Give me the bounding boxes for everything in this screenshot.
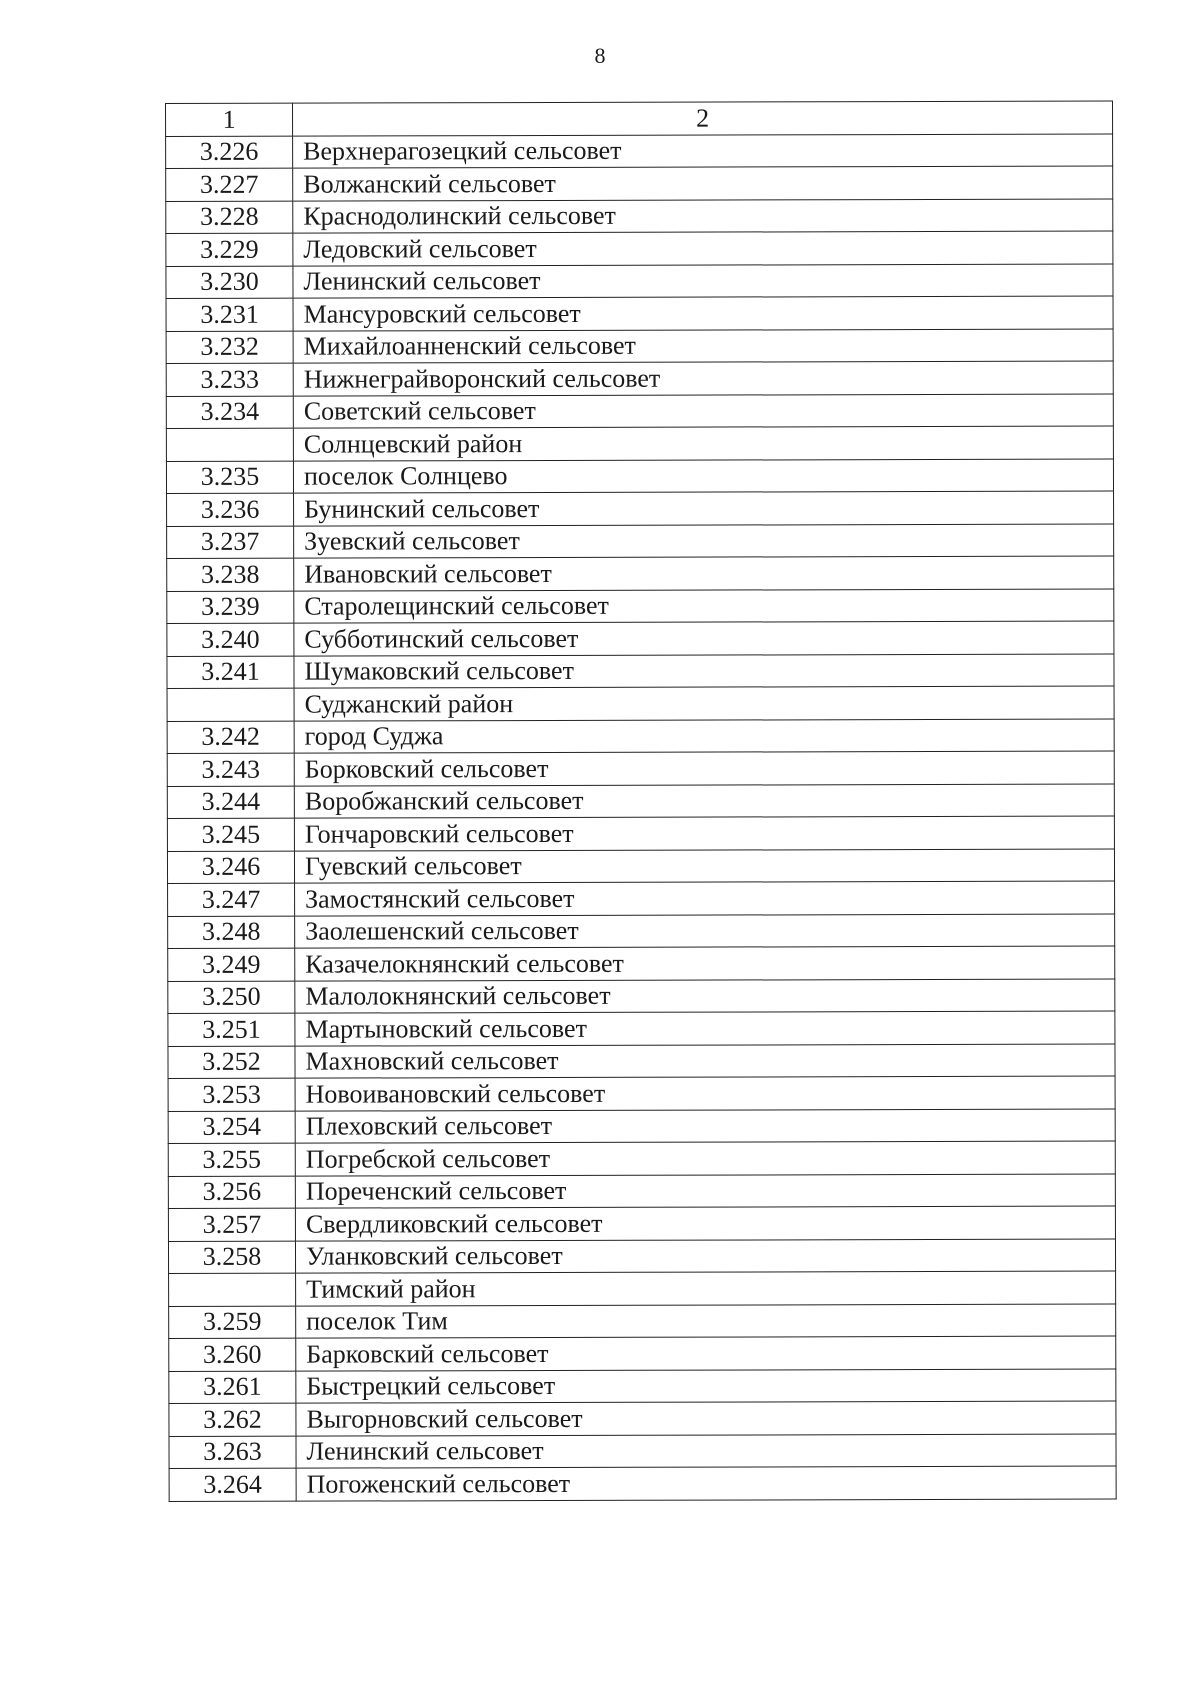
- row-number-cell: 3.264: [169, 1468, 296, 1501]
- row-number-cell: 3.251: [168, 1013, 295, 1046]
- municipality-name-cell: Замостянский сельсовет: [295, 881, 1115, 916]
- row-number-cell: 3.259: [169, 1306, 296, 1339]
- table-row: [166, 134, 1113, 169]
- table-row: [169, 1466, 1116, 1501]
- district-name-cell: Солнцевский район: [293, 426, 1113, 461]
- municipality-name-cell: Новоивановский сельсовет: [295, 1076, 1115, 1111]
- table-row: [168, 1011, 1115, 1046]
- table-row: [168, 1239, 1115, 1274]
- table-row: [169, 1434, 1116, 1469]
- table-header-row: [166, 101, 1113, 136]
- row-number-cell: 3.236: [167, 493, 294, 526]
- municipality-name-cell: Барковский сельсовет: [296, 1336, 1116, 1371]
- municipality-name-cell: Свердликовский сельсовет: [295, 1206, 1115, 1241]
- table-row: [166, 199, 1113, 234]
- row-number-cell: 3.262: [169, 1403, 296, 1436]
- table-row: [169, 1369, 1116, 1404]
- row-number-cell: 3.245: [167, 818, 294, 851]
- municipality-name-cell: Старолещинский сельсовет: [294, 589, 1114, 624]
- row-number-cell: 3.261: [169, 1371, 296, 1404]
- district-heading-row: [169, 1271, 1116, 1306]
- table-row: [166, 329, 1113, 364]
- municipality-name-cell: Волжанский сельсовет: [293, 166, 1113, 201]
- municipality-name-cell: Мансуровский сельсовет: [293, 296, 1113, 331]
- table-row: [168, 914, 1115, 949]
- row-number-cell: 3.249: [168, 948, 295, 981]
- table-row: [167, 556, 1114, 591]
- page-number: 8: [594, 43, 606, 68]
- table-row: [168, 1174, 1115, 1209]
- district-heading-row: [166, 426, 1113, 461]
- municipality-name-cell: Заолешенский сельсовет: [295, 914, 1115, 949]
- table-row: [168, 1044, 1115, 1079]
- table-row: [166, 166, 1113, 201]
- municipality-name-cell: Борковский сельсовет: [294, 751, 1114, 786]
- table-body: [166, 101, 1117, 1501]
- municipality-name-cell: Верхнерагозецкий сельсовет: [293, 134, 1113, 169]
- municipality-name-cell: Гончаровский сельсовет: [294, 816, 1114, 851]
- table-row: [168, 881, 1115, 916]
- table-row: [167, 849, 1114, 884]
- municipality-name-cell: Шумаковский сельсовет: [294, 654, 1114, 689]
- municipality-name-cell: Ленинский сельсовет: [296, 1434, 1116, 1469]
- row-number-cell: 3.258: [168, 1241, 295, 1274]
- municipality-name-cell: Погребской сельсовет: [295, 1141, 1115, 1176]
- table-row: [166, 231, 1113, 266]
- table-row: [168, 946, 1115, 981]
- table-row: [167, 719, 1114, 754]
- municipality-name-cell: Уланковский сельсовет: [295, 1239, 1115, 1274]
- row-number-cell: 3.263: [169, 1436, 296, 1469]
- municipality-name-cell: Малолокнянский сельсовет: [295, 979, 1115, 1014]
- table-row: [167, 621, 1114, 656]
- table-row: [168, 1076, 1115, 1111]
- table-row: [167, 491, 1114, 526]
- municipality-name-cell: Ленинский сельсовет: [293, 264, 1113, 299]
- row-number-cell: 3.233: [166, 363, 293, 396]
- municipality-name-cell: Нижнеграйворонский сельсовет: [293, 361, 1113, 396]
- row-number-cell: [166, 428, 293, 461]
- row-number-cell: 3.254: [168, 1111, 295, 1144]
- table-row: [167, 524, 1114, 559]
- municipality-name-cell: Ивановский сельсовет: [294, 556, 1114, 591]
- district-heading-row: [167, 686, 1114, 721]
- municipality-name-cell: Погоженский сельсовет: [296, 1466, 1116, 1501]
- table-row: [167, 784, 1114, 819]
- municipality-name-cell: Субботинский сельсовет: [294, 621, 1114, 656]
- table-row: [168, 1206, 1115, 1241]
- row-number-cell: 3.256: [168, 1176, 295, 1209]
- district-name-cell: Суджанский район: [294, 686, 1114, 721]
- table-row: [168, 1141, 1115, 1176]
- table-row: [168, 1109, 1115, 1144]
- table-row: [169, 1401, 1116, 1436]
- table-row: [169, 1336, 1116, 1371]
- municipality-name-cell: поселок Тим: [296, 1304, 1116, 1339]
- municipality-name-cell: Махновский сельсовет: [295, 1044, 1115, 1079]
- row-number-cell: 3.242: [167, 721, 294, 754]
- row-number-cell: 3.257: [168, 1208, 295, 1241]
- municipality-name-cell: Пореченский сельсовет: [295, 1174, 1115, 1209]
- municipality-name-cell: Выгорновский сельсовет: [296, 1401, 1116, 1436]
- municipality-name-cell: Советский сельсовет: [293, 394, 1113, 429]
- row-number-cell: 3.240: [167, 623, 294, 656]
- municipality-name-cell: Бунинский сельсовет: [294, 491, 1114, 526]
- municipality-name-cell: Краснодолинский сельсовет: [293, 199, 1113, 234]
- table-row: [167, 589, 1114, 624]
- row-number-cell: 3.230: [166, 266, 293, 299]
- municipality-name-cell: Плеховский сельсовет: [295, 1109, 1115, 1144]
- row-number-cell: 3.255: [168, 1143, 295, 1176]
- district-name-cell: Тимский район: [296, 1271, 1116, 1306]
- municipalities-table: [165, 101, 1117, 1502]
- header-cell-col1: 1: [166, 103, 293, 136]
- row-number-cell: 3.260: [169, 1338, 296, 1371]
- row-number-cell: 3.229: [166, 233, 293, 266]
- row-number-cell: 3.232: [166, 331, 293, 364]
- row-number-cell: 3.237: [167, 526, 294, 559]
- row-number-cell: 3.238: [167, 558, 294, 591]
- table-row: [166, 296, 1113, 331]
- row-number-cell: 3.239: [167, 591, 294, 624]
- row-number-cell: [167, 688, 294, 721]
- row-number-cell: 3.243: [167, 753, 294, 786]
- municipality-name-cell: Казачелокнянский сельсовет: [295, 946, 1115, 981]
- row-number-cell: 3.227: [166, 168, 293, 201]
- row-number-cell: 3.235: [166, 461, 293, 494]
- row-number-cell: 3.246: [167, 851, 294, 884]
- municipality-name-cell: Зуевский сельсовет: [294, 524, 1114, 559]
- row-number-cell: 3.253: [168, 1078, 295, 1111]
- municipality-name-cell: город Суджа: [294, 719, 1114, 754]
- table-row: [167, 816, 1114, 851]
- table-row: [168, 979, 1115, 1014]
- row-number-cell: 3.228: [166, 201, 293, 234]
- row-number-cell: 3.226: [166, 136, 293, 169]
- row-number-cell: 3.248: [168, 916, 295, 949]
- row-number-cell: 3.241: [167, 656, 294, 689]
- municipality-name-cell: поселок Солнцево: [293, 459, 1113, 494]
- table-row: [169, 1304, 1116, 1339]
- table-row: [166, 394, 1113, 429]
- table-row: [166, 459, 1113, 494]
- row-number-cell: [169, 1273, 296, 1306]
- row-number-cell: 3.244: [167, 786, 294, 819]
- municipality-name-cell: Быстрецкий сельсовет: [296, 1369, 1116, 1404]
- table-row: [167, 751, 1114, 786]
- row-number-cell: 3.247: [168, 883, 295, 916]
- municipality-name-cell: Воробжанский сельсовет: [294, 784, 1114, 819]
- municipality-name-cell: Ледовский сельсовет: [293, 231, 1113, 266]
- row-number-cell: 3.250: [168, 981, 295, 1014]
- municipality-name-cell: Гуевский сельсовет: [294, 849, 1114, 884]
- header-cell-col2: 2: [293, 101, 1113, 136]
- table-row: [166, 264, 1113, 299]
- row-number-cell: 3.231: [166, 298, 293, 331]
- table-row: [167, 654, 1114, 689]
- row-number-cell: 3.234: [166, 396, 293, 429]
- municipality-name-cell: Мартыновский сельсовет: [295, 1011, 1115, 1046]
- row-number-cell: 3.252: [168, 1046, 295, 1079]
- municipality-name-cell: Михайлоанненский сельсовет: [293, 329, 1113, 364]
- table-row: [166, 361, 1113, 396]
